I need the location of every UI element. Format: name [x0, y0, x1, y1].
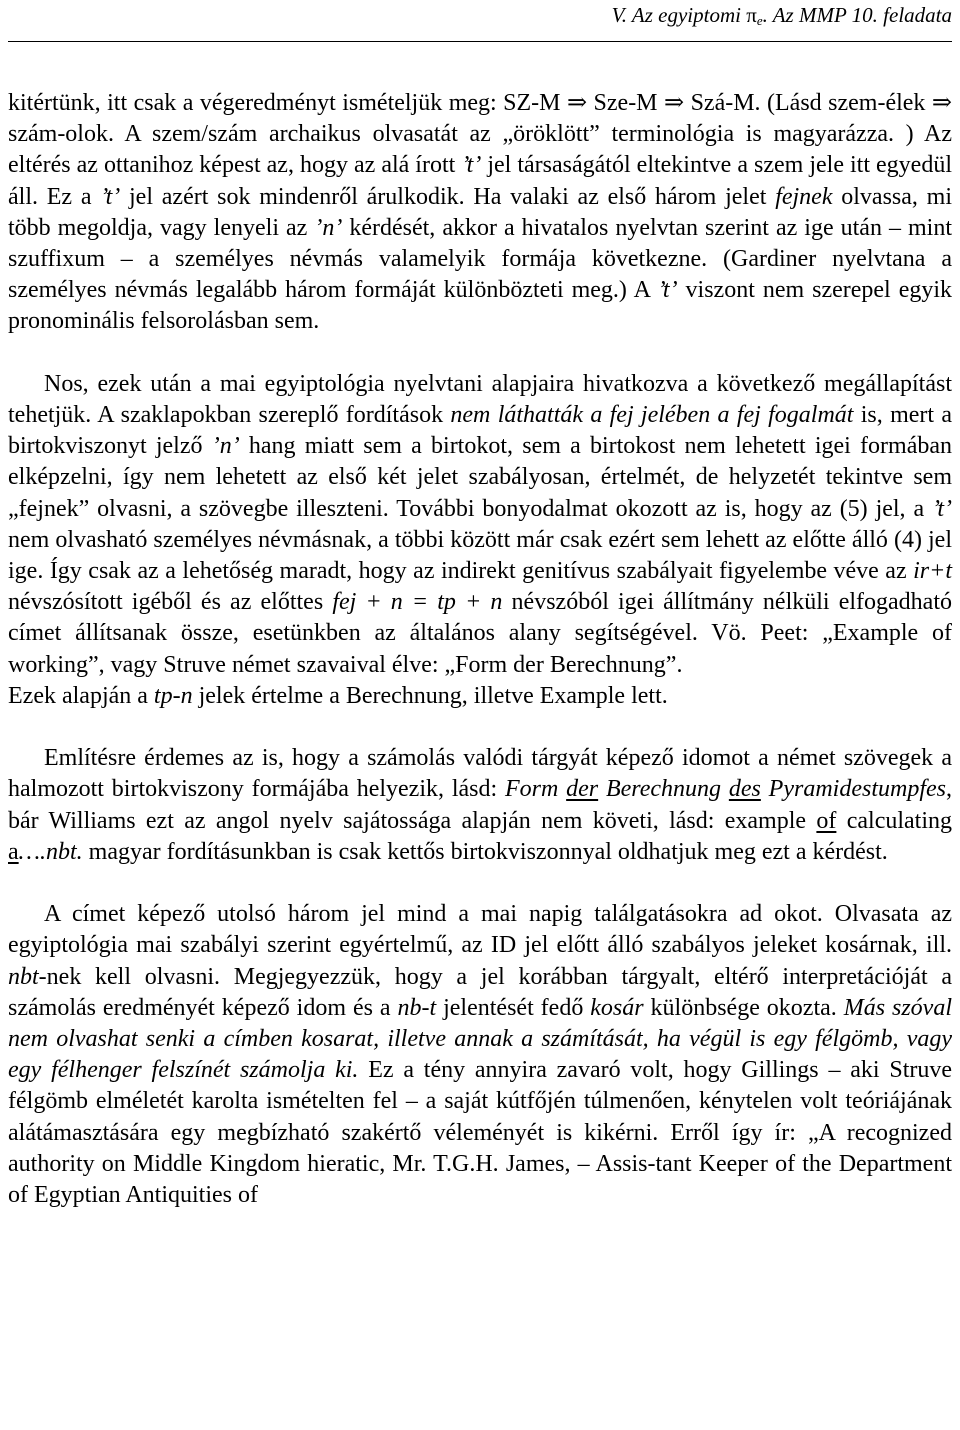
emphasis-run: ’n’: [314, 214, 343, 241]
emphasis-run: Form: [504, 776, 567, 803]
emphasis-run: of: [816, 807, 837, 834]
emphasis-run: nem láthatták a fej jelében a fej fogalmát: [450, 402, 854, 429]
emphasis-run: fej + n = tp + n: [332, 589, 503, 616]
emphasis-run: Berechnung: [598, 776, 729, 803]
text-run: Ezek alapján a: [8, 682, 154, 709]
text-run: kérdését, akkor a hivatalos nyelvtan szerint az ige után – mint szuffixum – a személyes névmás valamelyik formája következne. (Gardiner nyelvtana a személyes névmás legalább három formáját különbözteti meg.) A: [8, 214, 952, 304]
emphasis-run: fejnek: [775, 183, 833, 210]
text-run: névszósított igéből és az előttes: [8, 589, 333, 616]
text-run: különbsége okozta.: [643, 994, 844, 1021]
emphasis-run: ir+t: [913, 558, 952, 585]
text-run: , bár Williams ezt az angol nyelv sajátossága alapján nem követi, lásd: example: [8, 776, 952, 834]
header-title-start: V. Az egyiptomi: [611, 3, 747, 27]
text-run: jel társaságától eltekintve a szem jele itt egyedül áll. Ez a: [8, 152, 952, 210]
emphasis-run: ’t’: [657, 277, 678, 304]
emphasis-run: a: [8, 838, 19, 865]
text-run: viszont nem szerepel egyik pronominális felsorolásban sem.: [8, 277, 953, 335]
body-text: [8, 88, 952, 1211]
text-run: -nek kell olvasni. Megjegyezzük, hogy a jel korábban tárgyalt, eltérő interpretációját a számolás eredményét képező idom és a: [8, 963, 952, 1021]
text-run: Nos, ezek után a mai egyiptológia nyelvtani alapjaira hivatkozva a következő megállapítást tehetjük. A szaklapokban szereplő fordítások: [8, 370, 952, 429]
text-run: hang miatt sem a birtokot, sem a birtokost nem lehetett igei formában elképzelni, így nem lehetett az első két jelet szabályosan, értelmét, de helyzetét tekintve sem „fejnek” olvasni, a szövegbe illeszteni. További bonyodalmat okozott az is, hogy az (5) jel, a: [8, 433, 953, 522]
text-run: A címet képező utolsó három jel mind a mai napig találgatásokra ad okot. Olvasata az egyiptológia mai szabályi szerint egyértelmű, az ID jel előtt álló szabályos jeleket kosárnak, ill.: [8, 901, 952, 959]
emphasis-run: ’t’: [932, 495, 952, 522]
text-run: nem olvasható személyes névmásnak, a többi között már csak ezért sem lehett az előtte álló (4) jel ige. Így csak az a lehetőség maradt, hogy az indirekt genitívus szabályait figyelembe véve az: [8, 526, 952, 585]
text-run: is, mert a birtokviszonyt jelző: [8, 402, 953, 460]
paragraph-3: [8, 743, 952, 868]
emphasis-run: ’t’: [461, 152, 482, 179]
emphasis-run: ….nbt.: [18, 838, 83, 865]
emphasis-run: nbt: [8, 963, 39, 990]
text-run: magyar fordításunkban is csak kettős birtokviszonnyal oldhatjuk meg ezt a kérdést.: [82, 838, 888, 865]
emphasis-run: Más szóval nem olvashat senki a címben kosarat, illetve annak a számítását, ha végül is egy félgömb, vagy egy félhenger felszínét számolja ki.: [8, 994, 952, 1084]
text-run: kitértünk, itt csak a végeredményt ismételjük meg: SZ-M ⇒ Sze-M ⇒ Szá-M. (Lásd szem-élek ⇒ szám-olok. A szem/szám archaikus olvasatát az „öröklött” terminológia is magyarázza. ) Az eltérés az ottanihoz képest az, hogy az alá írott: [8, 90, 952, 179]
text-run: olvassa, mi több megoldja, vagy lenyeli az: [8, 183, 952, 241]
text-run: Ez a tény annyira zavaró volt, hogy Gillings – aki Struve félgömb elméletét karolta ismételten fel – a saját kútfőjén túlmenően, kénytelen volt teóriájának alátámasztására egy megbízható szakértő véleményét is kikérni. Erről így ír: „A recognized authority on Middle Kingdom hieratic, Mr. T.G.H. James, – Assis-tant Keeper of the Department of Egyptian Antiquities of: [8, 1057, 953, 1209]
text-run: jel azért sok mindenről árulkodik. Ha valaki az első három jelet: [120, 183, 776, 210]
text-run: jelek értelme a Berechnung, illetve Example lett.: [192, 682, 668, 709]
header-rule: [8, 41, 952, 42]
emphasis-run: ’t’: [100, 183, 121, 210]
emphasis-run: Pyramidestumpfes: [760, 776, 946, 803]
text-run: jelentését fedő: [436, 994, 591, 1021]
text-run: calculating: [836, 807, 953, 834]
paragraph-4: [8, 899, 952, 1211]
text-run: Említésre érdemes az is, hogy a számolás valódi tárgyát képező idomot a német szövegek a halmozott birtokviszony formájába helyezik, lásd:: [8, 745, 952, 803]
emphasis-run: der: [566, 776, 599, 803]
pi-symbol: π: [746, 3, 757, 27]
running-header: [612, 1, 952, 35]
paragraph-1: [8, 88, 952, 338]
emphasis-run: des: [728, 776, 761, 803]
emphasis-run: nb-t: [397, 994, 437, 1021]
emphasis-run: kosár: [590, 994, 644, 1021]
emphasis-run: ’n’: [211, 433, 240, 460]
pi-subscript: e: [756, 13, 763, 28]
emphasis-run: tp-n: [153, 682, 193, 709]
text-run: névszóból igei állítmány nélküli elfogadható címet állítsanak össze, esetünkben az általános alany segítségével. Vö. Peet: „Example of working”, vagy Struve német szavaival élve: „Form der Berechnung”.: [8, 589, 953, 678]
paragraph-2: [8, 369, 952, 712]
header-title-end: . Az MMP 10. feladata: [762, 3, 952, 27]
